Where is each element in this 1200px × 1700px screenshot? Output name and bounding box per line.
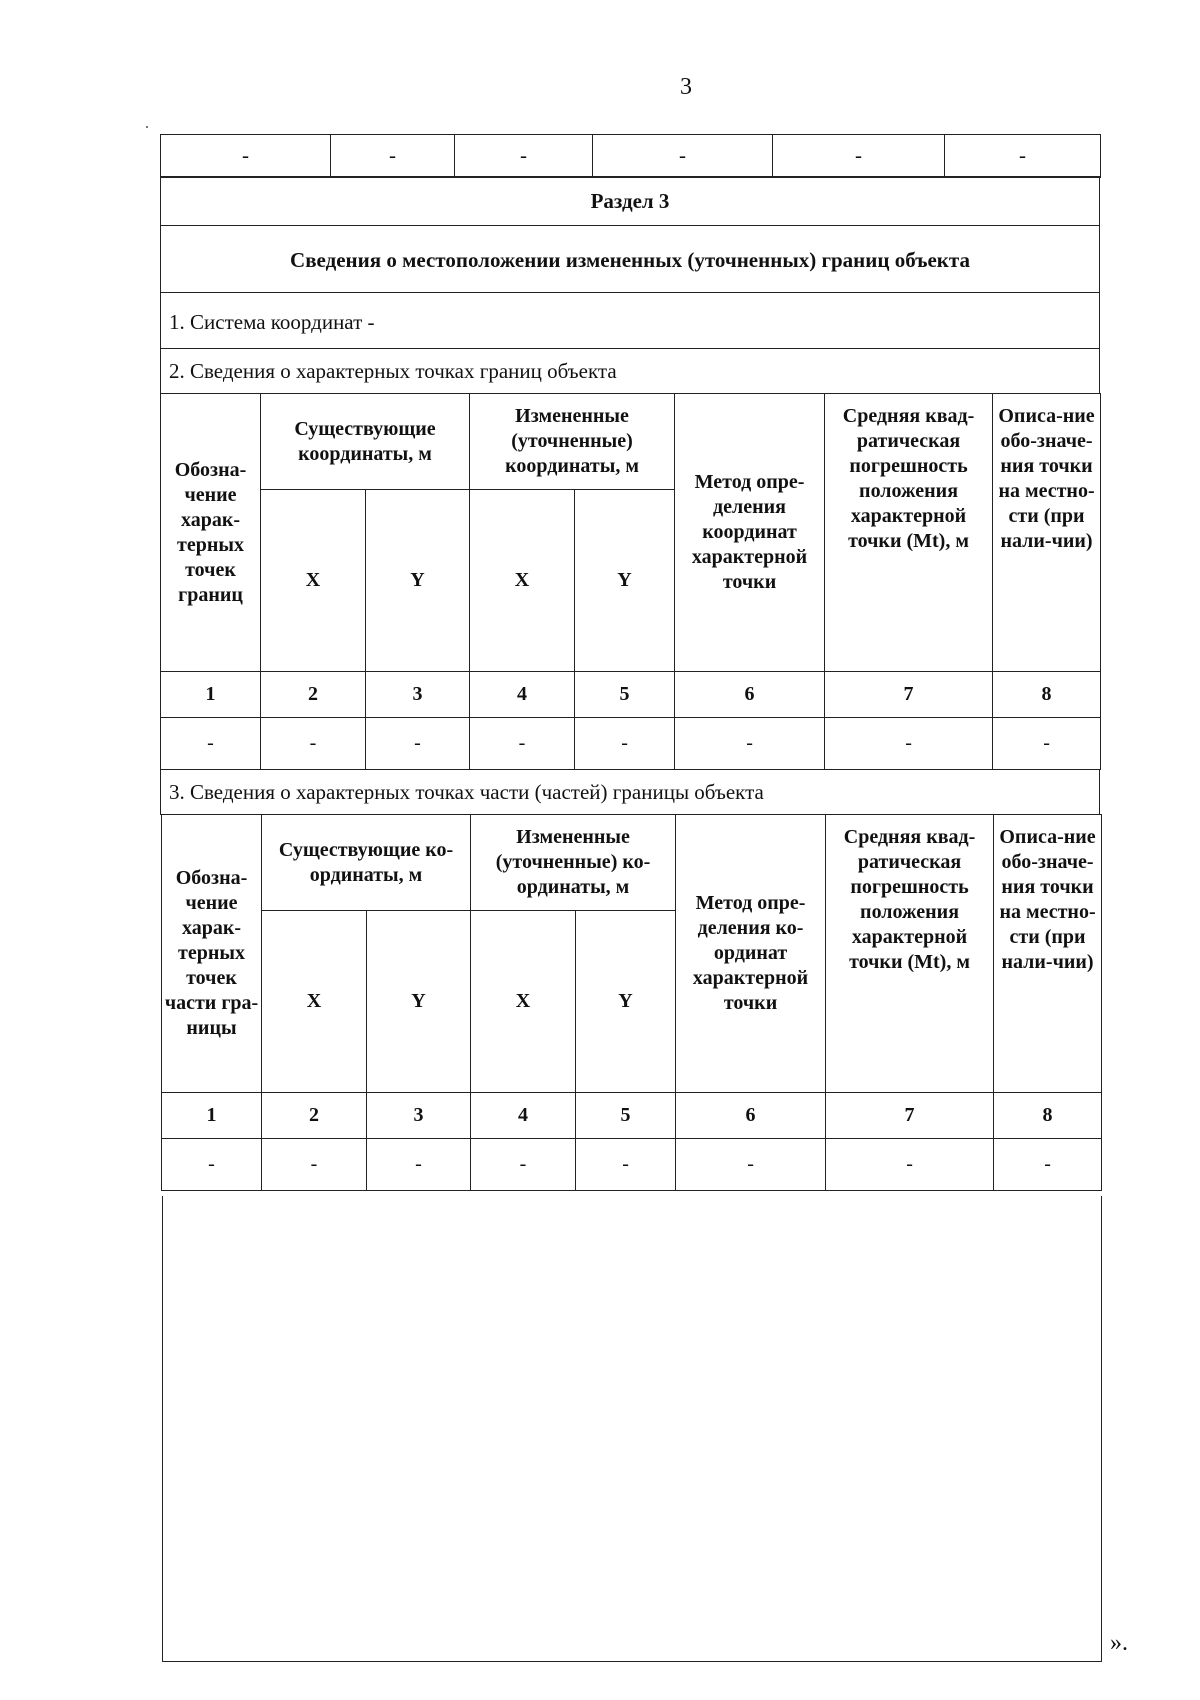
table-cell: - [470,718,575,770]
column-number: 8 [994,1093,1102,1139]
page-number: 3 [680,74,692,100]
table-cell: - [826,1139,994,1191]
header-method: Метод опре-деления ко-ординат характерной точки [676,815,826,1093]
column-number: 4 [471,1093,576,1139]
table-cell: - [367,1139,471,1191]
column-number: 7 [826,1093,994,1139]
column-number: 6 [675,672,825,718]
column-number: 1 [162,1093,262,1139]
table2-caption-block [160,769,1100,815]
header-error: Средняя квад-ратическая погрешность положения характерной точки (Mt), м [826,815,994,1093]
table-cell: - [162,1139,262,1191]
table1-caption: 2. Сведения о характерных точках границ объекта [169,359,617,383]
header-changed-x: X [470,490,575,672]
header-changed-x: X [471,911,576,1093]
header-existing-y: Y [366,490,470,672]
empty-plan-area [162,1196,1102,1662]
table-cell: - [262,1139,367,1191]
column-number: 5 [575,672,675,718]
column-number: 3 [367,1093,471,1139]
previous-table-row [160,134,1101,178]
table-cell: - [576,1139,676,1191]
table-cell: - [261,718,366,770]
header-existing-coords: Существующие ко-ординаты, м [262,815,471,911]
table-cell: - [366,718,470,770]
cell: - [161,135,331,178]
header-description: Описа-ние обо-значе-ния точки на местно-сти (при нали-чии) [994,815,1102,1093]
table-cell: - [993,718,1101,770]
header-designation: Обозна-чение харак-терных точек части гра-ницы [162,815,262,1093]
part-points-table [161,814,1102,1191]
table-cell: - [575,718,675,770]
cell: - [455,135,593,178]
column-number: 2 [261,672,366,718]
column-number: 3 [366,672,470,718]
table-cell: - [471,1139,576,1191]
column-number: 5 [576,1093,676,1139]
header-existing-x: X [261,490,366,672]
header-description: Описа-ние обо-значе-ния точки на местно-сти (при нали-чии) [993,394,1101,672]
header-changed-y: Y [575,490,675,672]
table-cell: - [994,1139,1102,1191]
coord-system-block [160,292,1100,349]
header-changed-y: Y [576,911,676,1093]
header-existing-x: X [262,911,367,1093]
section-title-block [160,176,1100,226]
header-designation: Обозна-чение харак-терных точек границ [161,394,261,672]
header-method: Метод опре-деления координат характерной точки [675,394,825,672]
table1-caption-block [160,348,1100,394]
column-number: 1 [161,672,261,718]
column-number: 7 [825,672,993,718]
header-existing-coords: Существующие координаты, м [261,394,470,490]
scan-speck [146,126,148,128]
coord-system-label: 1. Система координат - [169,310,375,334]
characteristic-points-table [160,393,1101,770]
header-changed-coords: Измененные (уточненные) ко-ординаты, м [471,815,676,911]
cell: - [945,135,1101,178]
section-title: Раздел 3 [590,189,670,213]
table-cell: - [161,718,261,770]
table-cell: - [676,1139,826,1191]
table-cell: - [825,718,993,770]
column-number: 8 [993,672,1101,718]
cell: - [773,135,945,178]
closing-quote-mark: ». [1110,1630,1128,1656]
header-existing-y: Y [367,911,471,1093]
header-error: Средняя квад-ратическая погрешность положения характерной точки (Mt), м [825,394,993,672]
section-subtitle-block [160,225,1100,293]
cell: - [593,135,773,178]
column-number: 2 [262,1093,367,1139]
cell: - [331,135,455,178]
section-subtitle: Сведения о местоположении измененных (уточненных) границ объекта [290,248,970,272]
column-number: 4 [470,672,575,718]
table-cell: - [675,718,825,770]
column-number: 6 [676,1093,826,1139]
table2-caption: 3. Сведения о характерных точках части (частей) границы объекта [169,780,764,804]
header-changed-coords: Измененные (уточненные) координаты, м [470,394,675,490]
